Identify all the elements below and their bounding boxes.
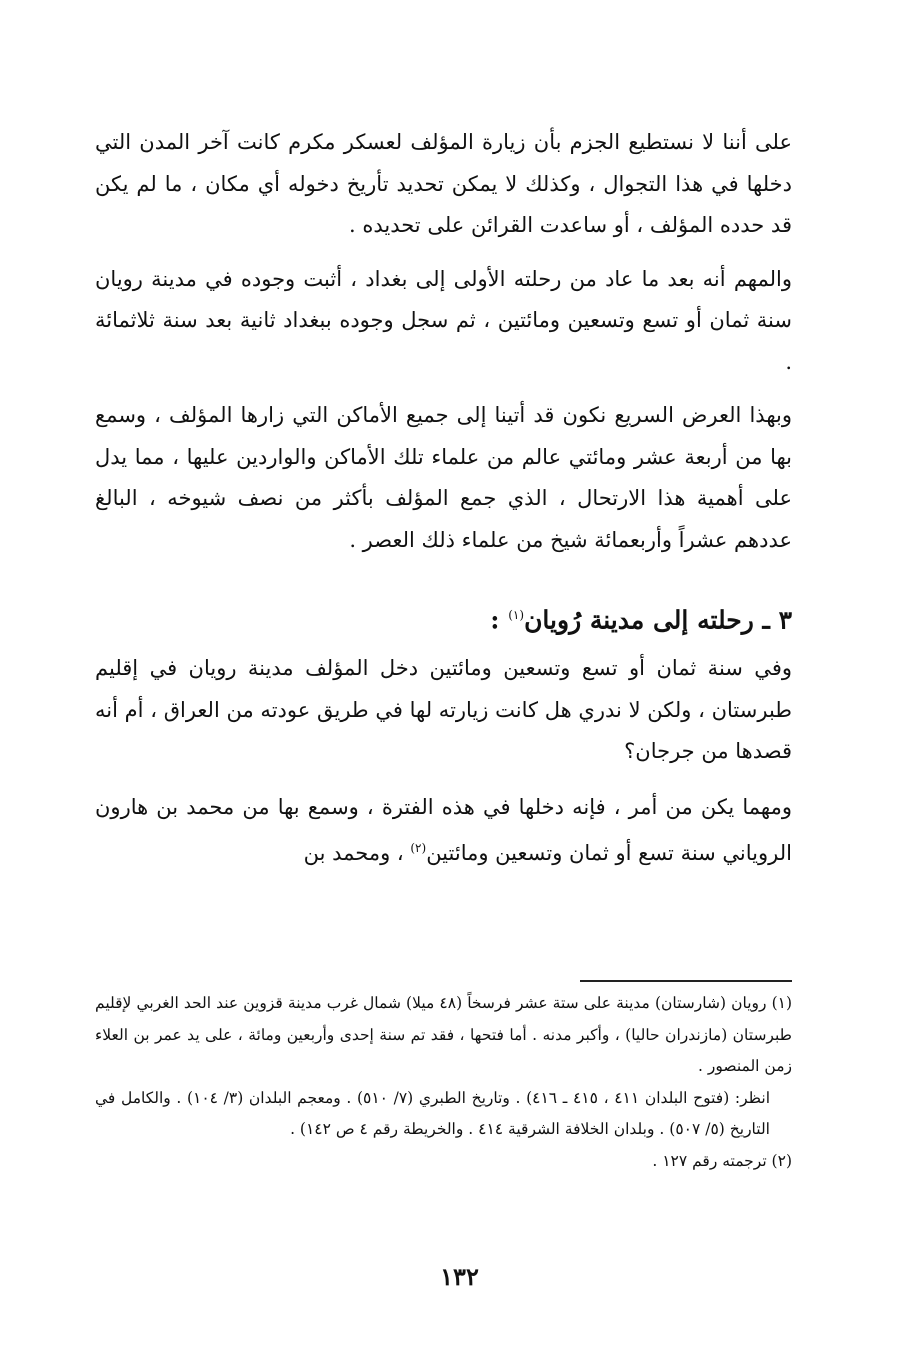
footnote-2: (٢) ترجمته رقم ١٢٧ . [652, 1151, 792, 1170]
footnote-separator [580, 980, 792, 982]
paragraph-4: وفي سنة ثمان أو تسع وتسعين ومائتين دخل المؤلف مدينة رويان في إقليم طبرستان ، ولكن لا ندري هل كانت زيارته لها في طريق عودته من العراق ، أم أنه قصدها من جرجان؟ [95, 656, 792, 764]
paragraph-2: والمهم أنه بعد ما عاد من رحلته الأولى إلى بغداد ، أثبت وجوده في مدينة رويان سنة ثمان أو تسع وتسعين ومائتين ، ثم سجل وجوده ببغداد ثانية بعد سنة ثلاثمائة . [95, 266, 792, 374]
footnote-ref-1: (١) [508, 608, 525, 622]
footnote-1-sources: انظر: (فتوح البلدان ٤١١ ، ٤١٥ ـ ٤١٦) . وتاريخ الطبري (٧/ ٥١٠) . ومعجم البلدان (٣/ ١٠٤) . والكامل في التاريخ (٥/ ٥٠٧) . وبلدان الخلافة الشرقية ٤١٤ . والخريطة رقم ٤ ص ١٤٢) . [95, 1088, 770, 1138]
page-body [95, 122, 793, 1170]
paragraph-5-tail: ، ومحمد بن [303, 841, 411, 866]
paragraph-5 [95, 787, 792, 875]
footnote-ref-2: (٢) [410, 841, 427, 856]
section-heading-text: ٣ ـ رحلته إلى مدينة رُويان [524, 605, 792, 635]
section-heading-tail: : [490, 605, 509, 635]
paragraph-1: على أننا لا نستطيع الجزم بأن زيارة المؤلف لعسكر مكرم كانت آخر المدن التي دخلها في هذا التجوال ، وكذلك لا يمكن تحديد تأريخ دخوله أي مكان ، ما لم يكن قد حدده المؤلف ، أو ساعدت القرائن على تحديده . [95, 130, 792, 237]
paragraph-5-text: ومهما يكن من أمر ، فإنه دخلها في هذه الفترة ، وسمع بها من محمد بن هارون الروياني سنة تسع أو ثمان وتسعين ومائتين [95, 794, 792, 866]
footnote-1: (١) رويان (شارستان) مدينة على ستة عشر فرسخاً (٤٨ ميلا) شمال غرب مدينة قزوين عند الحد الغربي لإقليم طبرستان (مازندران حاليا) ، وأكبر مدنه . أما فتحها ، فقد تم سنة إحدى وأربعين ومائة ، على يد عمر بن العلاء زمن المنصور . [95, 994, 793, 1075]
section-heading [95, 593, 792, 642]
paragraph-3: وبهذا العرض السريع نكون قد أتينا إلى جميع الأماكن التي زارها المؤلف ، وسمع بها من أربعة عشر ومائتي عالم من علماء تلك الأماكن والواردين عليها ، مما يدل على أهمية هذا الارتحال ، الذي جمع المؤلف بأكثر من نصف شيوخه ، البالغ عددهم عشراً وأربعمائة شيخ من علماء ذلك العصر . [95, 403, 792, 552]
page-number: ١٣٢ [440, 1262, 479, 1291]
footnotes [95, 988, 792, 1177]
